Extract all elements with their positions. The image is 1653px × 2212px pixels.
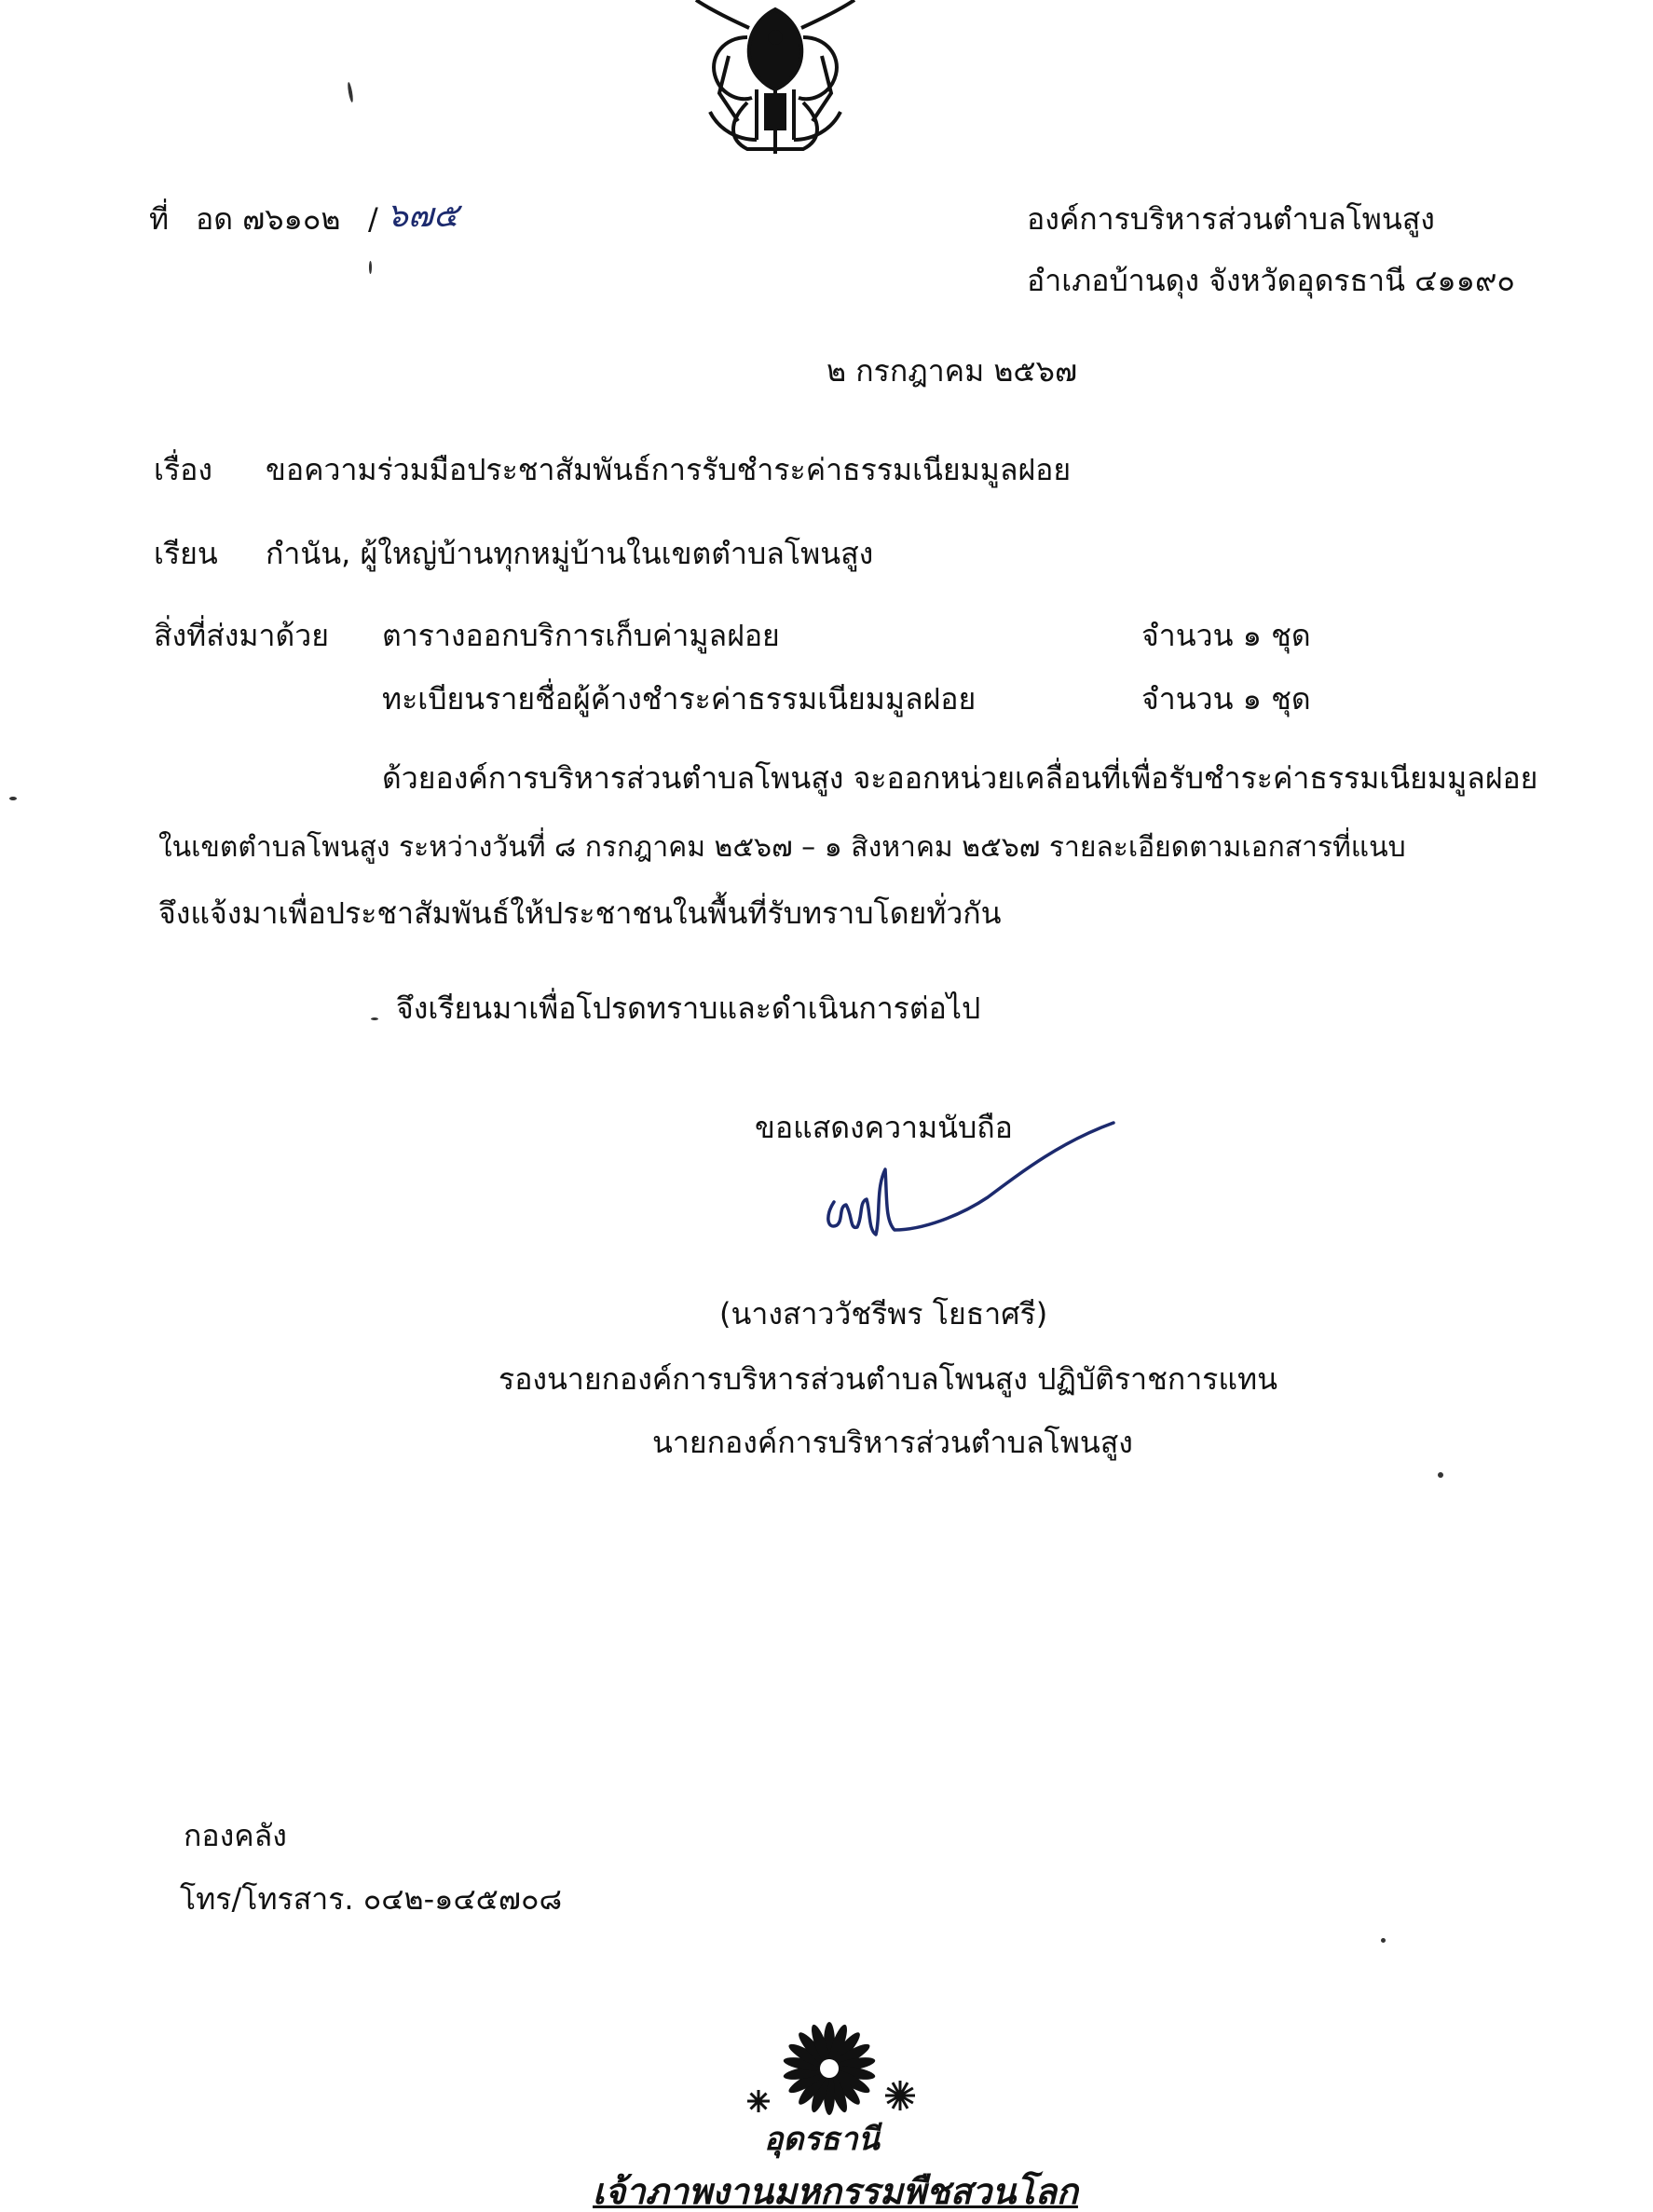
logo-text: อุดรธานี (764, 2121, 880, 2158)
signatory-position: นายกองค์การบริหารส่วนตำบลโพนสูง (652, 1425, 1133, 1460)
document-number-prefix: อด ๗๖๑๐๒ (196, 201, 341, 237)
handwritten-signature (801, 1113, 1118, 1253)
flower-logo-icon (745, 2017, 913, 2129)
signatory-position: รองนายกองค์การบริหารส่วนตำบลโพนสูง ปฏิบัติราชการแทน (499, 1361, 1277, 1397)
body-paragraph-line: ในเขตตำบลโพนสูง ระหว่างวันที่ ๘ กรกฎาคม ๒๕๖๗ – ๑ สิงหาคม ๒๕๖๗ รายละเอียดตามเอกสารที่แนบ (158, 831, 1406, 864)
document-number-label: ที่ (149, 201, 170, 237)
enclosure-item-name: ทะเบียนรายชื่อผู้ค้างชำระค่าธรรมเนียมมูลฝอย (382, 681, 977, 717)
body-paragraph-line: ด้วยองค์การบริหารส่วนตำบลโพนสูง จะออกหน่วยเคลื่อนที่เพื่อรับชำระค่าธรรมเนียมมูลฝอย (382, 760, 1538, 796)
contact-phone: โทร/โทรสาร. ๐๔๒-๑๔๕๗๐๘ (180, 1881, 563, 1917)
organization-address: อำเภอบ้านดุง จังหวัดอุดรธานี ๔๑๑๙๐ (1027, 263, 1515, 298)
logo-text: เจ้าภาพงานมหกรรมพืชสวนโลก (593, 2170, 1078, 2212)
enclosure-item-name: ตารางออกบริการเก็บค่ามูลฝอย (382, 618, 780, 653)
document-number-handwritten: ๖๗๕ (387, 197, 459, 235)
recipient-text: กำนัน, ผู้ใหญ่บ้านทุกหมู่บ้านในเขตตำบลโพนสูง (266, 536, 874, 571)
body-paragraph-line: จึงแจ้งมาเพื่อประชาสัมพันธ์ให้ประชาชนในพื้นที่รับทราบโดยทั่วกัน (158, 895, 1002, 931)
subject-label: เรื่อง (154, 452, 212, 487)
enclosure-item-quantity: จำนวน ๑ ชุด (1141, 681, 1311, 717)
organization-name: องค์การบริหารส่วนตำบลโพนสูง (1027, 201, 1435, 237)
document-date: ๒ กรกฎาคม ๒๕๖๗ (826, 353, 1078, 389)
recipient-label: เรียน (154, 536, 218, 571)
document-number-slash: / (368, 201, 378, 237)
signatory-name: (นางสาววัชรีพร โยธาศรี) (719, 1296, 1048, 1331)
garuda-emblem-icon (691, 0, 859, 158)
closing-request: จึงเรียนมาเพื่อโปรดทราบและดำเนินการต่อไป (396, 990, 981, 1026)
closing-salutation: ขอแสดงความนับถือ (755, 1110, 1013, 1145)
subject-text: ขอความร่วมมือประชาสัมพันธ์การรับชำระค่าธรรมเนียมมูลฝอย (266, 452, 1072, 487)
department-name: กองคลัง (184, 1818, 287, 1853)
enclosures-label: สิ่งที่ส่งมาด้วย (154, 618, 329, 653)
enclosure-item-quantity: จำนวน ๑ ชุด (1141, 618, 1311, 653)
